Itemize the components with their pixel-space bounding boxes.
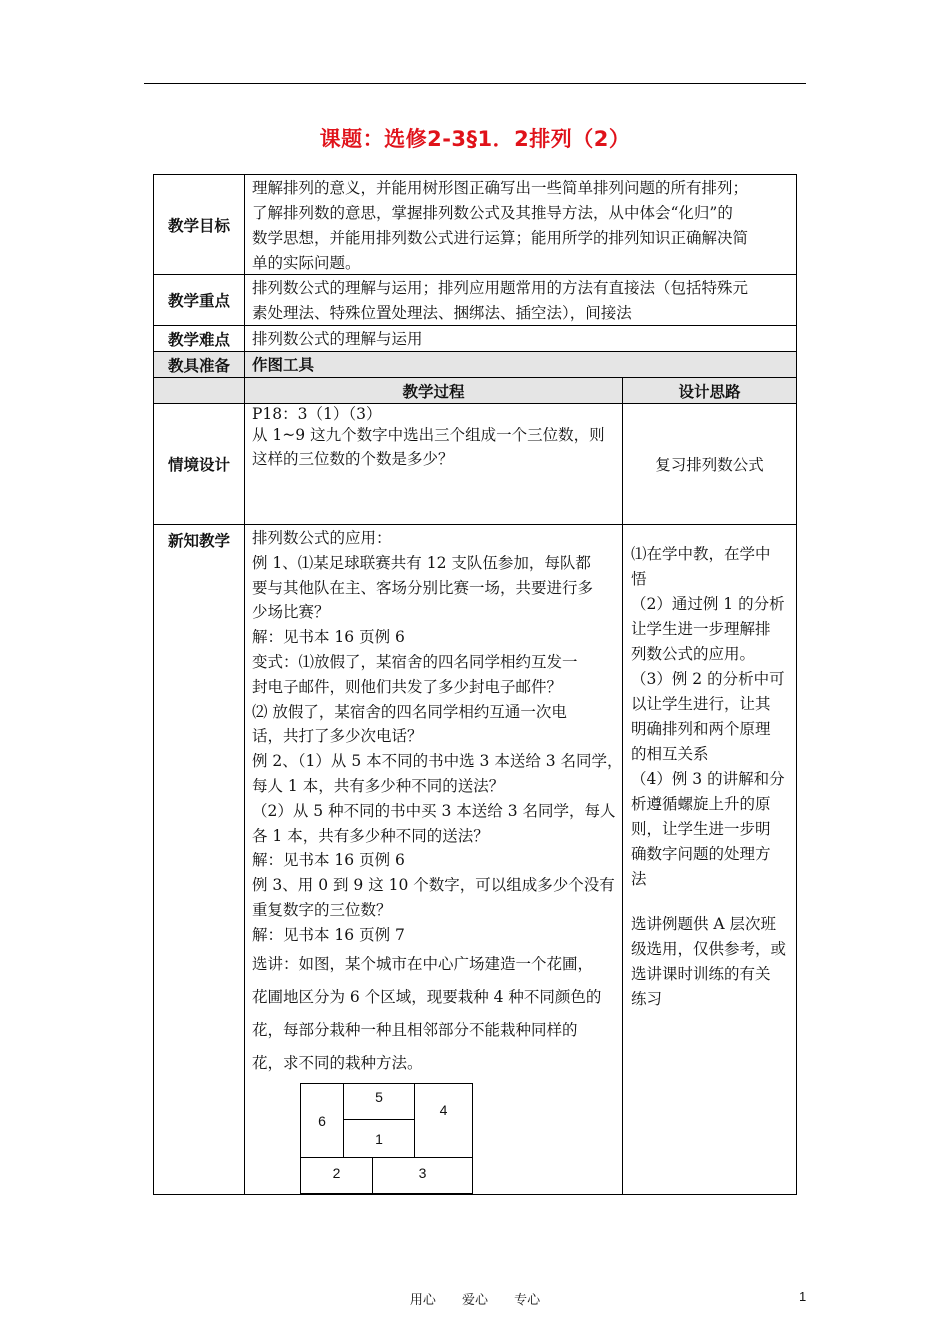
region-2: 2 xyxy=(300,1157,373,1194)
key-points-line: 排列数公式的理解与运用；排列应用题常用的方法有直接法（包括特殊元 xyxy=(252,279,749,297)
region-3: 3 xyxy=(372,1157,473,1194)
design-line: 以让学生进行，让其 xyxy=(631,695,771,713)
design-line: （3）例 2 的分析中可 xyxy=(631,670,785,688)
new-teaching-extra-line: 选讲：如图，某个城市在中心广场建造一个花圃， xyxy=(252,954,594,973)
design-gap xyxy=(631,892,790,912)
new-teaching-extra-line: 花圃地区分为 6 个区域，现要栽种 4 种不同颜色的 xyxy=(252,987,602,1006)
goals-content xyxy=(244,174,797,275)
goals-line: 单的实际问题。 xyxy=(252,254,361,272)
page-title: 课题：选修2-3§1．2排列（2） xyxy=(319,127,631,151)
goals-line: 数学思想，并能用排列数公式进行运算；能用所学的排列知识正确解决简 xyxy=(252,229,749,247)
new-teaching-line: 话，共打了多少次电话？ xyxy=(252,727,423,746)
tools-content: 作图工具 xyxy=(244,351,797,378)
design-extra-line: 选讲例题供 A 层次班 xyxy=(631,915,777,933)
design-header: 设计思路 xyxy=(622,377,797,404)
design-line: 让学生进一步理解排 xyxy=(631,620,771,638)
design-line: （2）通过例 1 的分析 xyxy=(631,595,785,613)
new-teaching-line: 例 1、⑴某足球联赛共有 12 支队伍参加，每队都 xyxy=(252,553,591,572)
header-rule xyxy=(144,83,806,84)
new-teaching-line: 变式：⑴放假了，某宿舍的四名同学相约互发一 xyxy=(252,652,578,671)
design-line: ⑴在学中教，在学中 xyxy=(631,545,771,563)
design-extra-line: 级选用，仅供参考，或 xyxy=(631,940,787,958)
design-line: 明确排列和两个原理 xyxy=(631,720,771,738)
new-teaching-line: 解：见书本 16 页例 6 xyxy=(252,851,405,870)
new-teaching-line: （2）从 5 种不同的书中买 3 本送给 3 名同学，每人 xyxy=(252,801,616,820)
new-teaching-line: 少场比赛？ xyxy=(252,603,330,622)
situation-label: 情境设计 xyxy=(153,403,245,525)
new-teaching-design xyxy=(622,524,797,1195)
design-line: 确数字问题的处理方 xyxy=(631,845,771,863)
page-number: 1 xyxy=(799,1289,807,1304)
region-6: 6 xyxy=(300,1083,344,1158)
new-teaching-extra-line: 花，求不同的栽种方法。 xyxy=(252,1053,423,1072)
difficulties-content: 排列数公式的理解与运用 xyxy=(244,325,797,352)
situation-line: 从 1~9 这九个数字中选出三个组成一个三位数，则 xyxy=(252,426,605,444)
situation-line: 这样的三位数的个数是多少？ xyxy=(252,450,454,468)
new-teaching-line: 每人 1 本，共有多少种不同的送法？ xyxy=(252,776,505,795)
key-points-line: 素处理法、特殊位置处理法、捆绑法、插空法），间接法 xyxy=(252,304,632,322)
new-teaching-line: 要与其他队在主、客场分别比赛一场，共要进行多 xyxy=(252,578,594,597)
goals-label: 教学目标 xyxy=(153,174,245,275)
process-header: 教学过程 xyxy=(244,377,623,404)
region-5: 5 xyxy=(343,1083,415,1120)
key-points-label: 教学重点 xyxy=(153,274,245,326)
new-teaching-extra-line: 花，每部分栽种一种且相邻部分不能栽种同样的 xyxy=(252,1020,578,1039)
new-teaching-line: 解：见书本 16 页例 7 xyxy=(252,925,405,944)
design-line: 则，让学生进一步明 xyxy=(631,820,771,838)
new-teaching-label: 新知教学 xyxy=(153,524,245,1195)
new-teaching-line: 解：见书本 16 页例 6 xyxy=(252,628,405,647)
new-teaching-line: 排列数公式的应用： xyxy=(252,529,392,547)
design-extra-line: 练习 xyxy=(631,990,663,1008)
page-footer: 用心 爱心 专心 xyxy=(409,1293,541,1308)
design-line: 的相互关系 xyxy=(631,745,709,763)
key-points-content xyxy=(244,274,797,326)
situation-design: 复习排列数公式 xyxy=(622,403,797,525)
new-teaching-line: 重复数字的三位数？ xyxy=(252,900,392,919)
design-line: （4）例 3 的讲解和分 xyxy=(631,770,785,788)
new-teaching-line: 各 1 本，共有多少种不同的送法？ xyxy=(252,826,489,845)
difficulties-label: 教学难点 xyxy=(153,325,245,352)
design-line: 法 xyxy=(631,870,647,888)
design-extra-line: 选讲课时训练的有关 xyxy=(631,965,771,983)
design-line: 列数公式的应用。 xyxy=(631,645,756,663)
situation-content xyxy=(244,403,623,525)
region-1: 1 xyxy=(343,1119,415,1158)
new-teaching-line: ⑵ 放假了，某宿舍的四名同学相约互通一次电 xyxy=(252,702,567,721)
goals-line: 了解排列数的意思，掌握排列数公式及其推导方法，从中体会“化归”的 xyxy=(252,204,733,222)
tools-label: 教具准备 xyxy=(153,351,245,378)
new-teaching-line: 封电子邮件，则他们共发了多少封电子邮件？ xyxy=(252,677,563,696)
region-4: 4 xyxy=(414,1083,473,1158)
goals-line: 理解排列的意义，并能用树形图正确写出一些简单排列问题的所有排列； xyxy=(252,179,749,197)
situation-line: P18：3（1）（3） xyxy=(252,405,382,423)
header-blank-cell xyxy=(153,377,245,404)
design-line: 悟 xyxy=(631,570,647,588)
new-teaching-line: 例 3、用 0 到 9 这 10 个数字，可以组成多少个没有 xyxy=(252,876,615,895)
design-line: 析遵循螺旋上升的原 xyxy=(631,795,771,813)
new-teaching-line: 例 2、（1）从 5 本不同的书中选 3 本送给 3 名同学， xyxy=(252,752,623,771)
region-diagram xyxy=(300,1083,473,1194)
